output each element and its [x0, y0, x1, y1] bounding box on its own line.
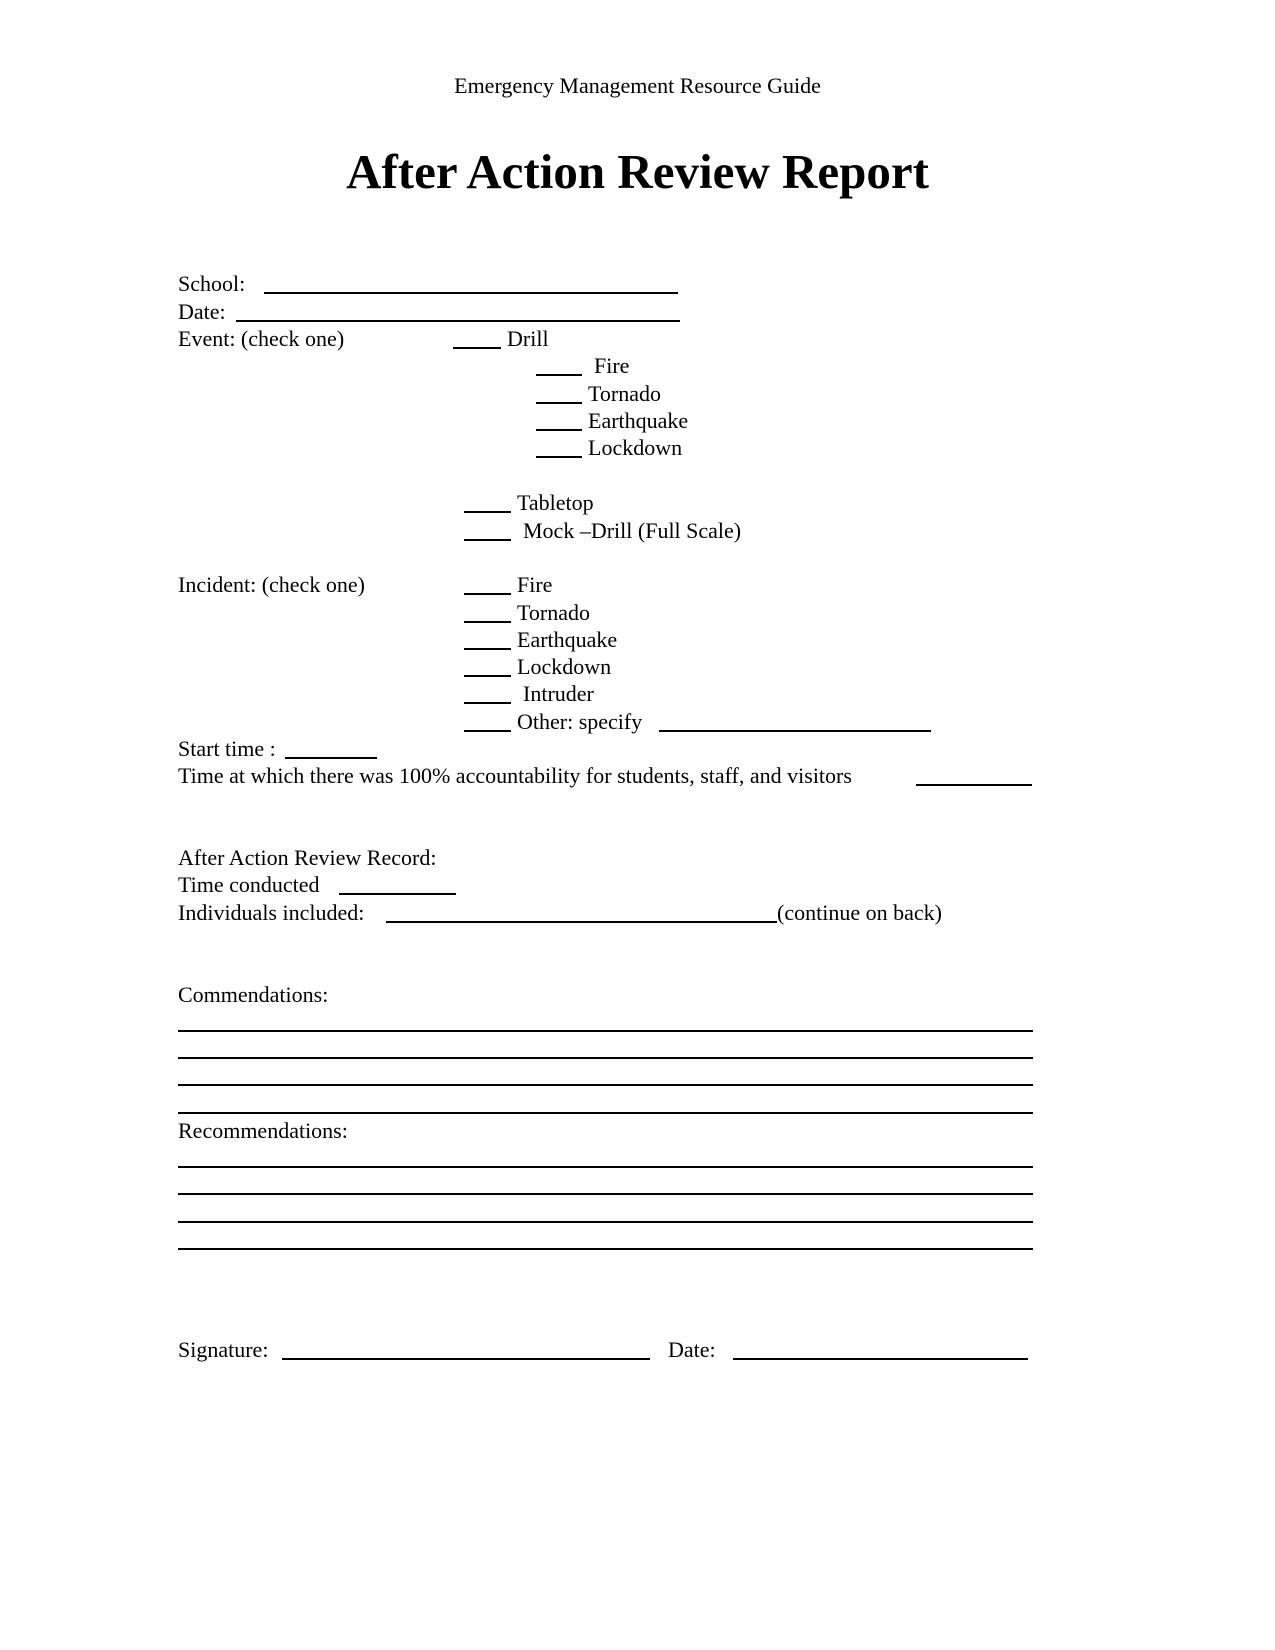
incident-tornado-label: Tornado: [517, 600, 590, 625]
incident-other-specify-field[interactable]: [659, 730, 931, 732]
commendations-line[interactable]: [178, 1084, 1033, 1086]
earthquake-drill-label: Earthquake: [588, 408, 689, 433]
signature-date-label: Date:: [668, 1337, 716, 1362]
signature-field[interactable]: [282, 1358, 650, 1360]
start-time-label: Start time :: [178, 736, 276, 761]
incident-lockdown-checkbox[interactable]: [464, 675, 511, 677]
individuals-field[interactable]: [386, 921, 777, 923]
recommendations-line[interactable]: [178, 1248, 1033, 1250]
tabletop-label: Tabletop: [517, 490, 594, 515]
incident-fire-label: Fire: [517, 572, 553, 597]
drill-checkbox[interactable]: [453, 347, 501, 349]
lockdown-drill-label: Lockdown: [588, 435, 683, 460]
recommendations-line[interactable]: [178, 1221, 1033, 1223]
individuals-label: Individuals included:: [178, 900, 365, 925]
school-label: School:: [178, 271, 246, 296]
date-label: Date:: [178, 299, 226, 324]
commendations-label: Commendations:: [178, 982, 329, 1007]
recommendations-label: Recommendations:: [178, 1118, 348, 1143]
tornado-drill-checkbox[interactable]: [536, 402, 582, 404]
signature-date-field[interactable]: [733, 1358, 1028, 1360]
recommendations-line[interactable]: [178, 1166, 1033, 1168]
date-field[interactable]: [236, 320, 680, 322]
document-title: After Action Review Report: [346, 144, 929, 199]
mock-drill-label: Mock –Drill (Full Scale): [523, 518, 742, 543]
incident-label: Incident: (check one): [178, 572, 365, 597]
incident-tornado-checkbox[interactable]: [464, 621, 511, 623]
commendations-line[interactable]: [178, 1057, 1033, 1059]
recommendations-line[interactable]: [178, 1193, 1033, 1195]
signature-label: Signature:: [178, 1337, 269, 1362]
document-subtitle: Emergency Management Resource Guide: [454, 73, 821, 98]
incident-fire-checkbox[interactable]: [464, 593, 511, 595]
incident-other-label: Other: specify: [517, 709, 643, 734]
earthquake-drill-checkbox[interactable]: [536, 429, 582, 431]
incident-other-checkbox[interactable]: [464, 730, 511, 732]
accountability-label: Time at which there was 100% accountability for students, staff, and visitors: [178, 763, 852, 788]
event-label: Event: (check one): [178, 326, 345, 351]
incident-lockdown-label: Lockdown: [517, 654, 612, 679]
continue-note: (continue on back): [777, 900, 942, 925]
accountability-time-field[interactable]: [916, 784, 1032, 786]
lockdown-drill-checkbox[interactable]: [536, 456, 582, 458]
commendations-line[interactable]: [178, 1112, 1033, 1114]
fire-drill-label: Fire: [594, 353, 630, 378]
incident-earthquake-label: Earthquake: [517, 627, 618, 652]
incident-earthquake-checkbox[interactable]: [464, 648, 511, 650]
start-time-field[interactable]: [285, 757, 377, 759]
tabletop-checkbox[interactable]: [464, 511, 511, 513]
time-conducted-field[interactable]: [339, 893, 456, 895]
drill-option-label: Drill: [507, 326, 549, 351]
mock-drill-checkbox[interactable]: [464, 539, 511, 541]
incident-intruder-checkbox[interactable]: [464, 702, 511, 704]
tornado-drill-label: Tornado: [588, 381, 661, 406]
fire-drill-checkbox[interactable]: [536, 374, 582, 376]
incident-intruder-label: Intruder: [523, 681, 594, 706]
review-record-heading: After Action Review Record:: [178, 845, 437, 870]
school-field[interactable]: [264, 292, 678, 294]
time-conducted-label: Time conducted: [178, 872, 320, 897]
commendations-line[interactable]: [178, 1030, 1033, 1032]
